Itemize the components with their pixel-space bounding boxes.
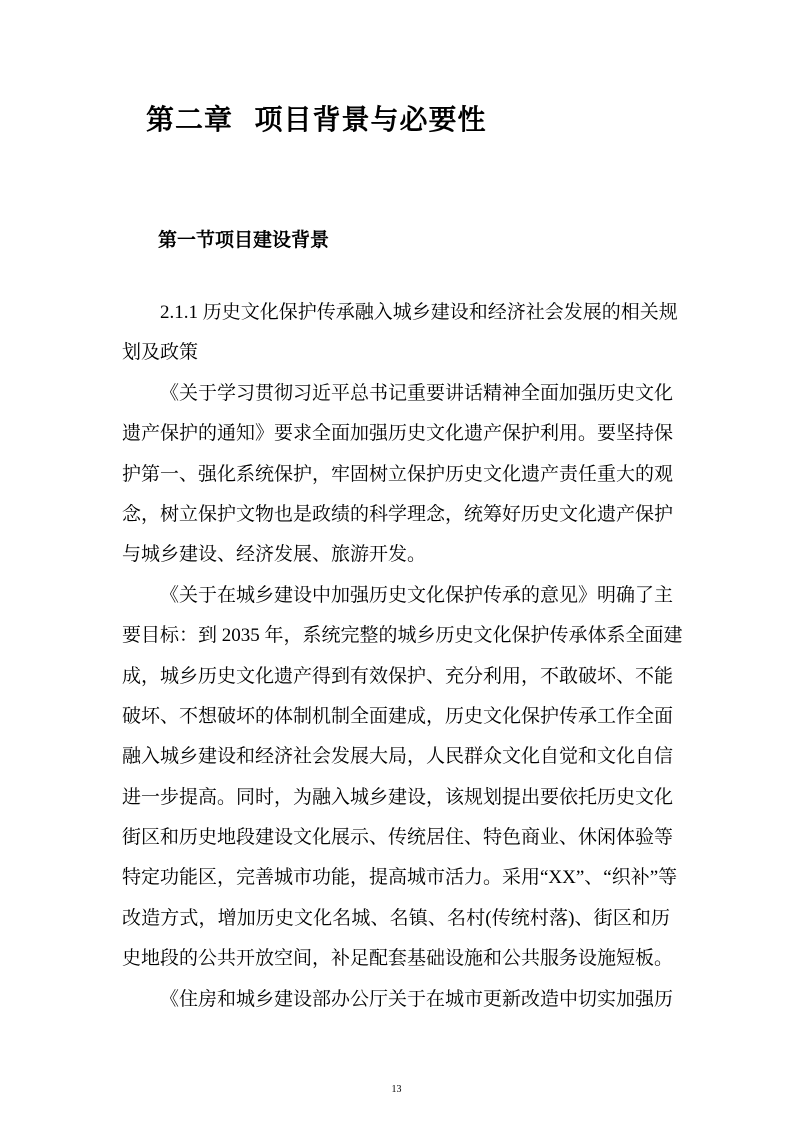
text-line: 街区和历史地段建设文化展示、传统居住、特色商业、休闲体验等 xyxy=(122,827,674,849)
text-line: 划及政策 xyxy=(122,342,199,364)
text-line: 《住房和城乡建设部办公厅关于在城市更新改造中切实加强历 xyxy=(160,988,674,1010)
chapter-title: 第二章 项目背景与必要性 xyxy=(146,103,487,136)
paragraph xyxy=(122,374,674,576)
section-title: 第一节项目建设背景 xyxy=(158,229,330,251)
text-line: 改造方式，增加历史文化名城、名镇、名村(传统村落)、街区和历 xyxy=(122,907,670,929)
paragraph xyxy=(122,576,683,980)
body-text xyxy=(122,293,683,1020)
text-line: 《关于学习贯彻习近平总书记重要讲话精神全面加强历史文化 xyxy=(160,382,674,404)
page-number: 13 xyxy=(391,1084,402,1095)
text-line: 进一步提高。同时，为融入城乡建设，该规划提出要依托历史文化 xyxy=(122,786,674,808)
text-line: 破坏、不想破坏的体制机制全面建成，历史文化保护传承工作全面 xyxy=(122,705,674,727)
text-line: 要目标：到 2035 年，系统完整的城乡历史文化保护传承体系全面建 xyxy=(122,625,683,647)
text-line: 护第一、强化系统保护，牢固树立保护历史文化遗产责任重大的观 xyxy=(122,463,674,485)
text-line: 融入城乡建设和经济社会发展大局，人民群众文化自觉和文化自信 xyxy=(122,746,674,768)
text-line: 与城乡建设、经济发展、旅游开发。 xyxy=(122,544,427,566)
text-line: 成，城乡历史文化遗产得到有效保护、充分利用，不敢破坏、不能 xyxy=(122,665,674,687)
paragraph xyxy=(122,980,674,1020)
text-line: 2.1.1 历史文化保护传承融入城乡建设和经济社会发展的相关规 xyxy=(160,302,678,323)
text-line: 史地段的公共开放空间，补足配套基础设施和公共服务设施短板。 xyxy=(122,948,674,970)
subheading-2-1-1 xyxy=(122,293,678,374)
text-line: 遗产保护的通知》要求全面加强历史文化遗产保护利用。要坚持保 xyxy=(122,423,674,445)
text-line: 《关于在城乡建设中加强历史文化保护传承的意见》明确了主 xyxy=(160,584,674,606)
text-line: 特定功能区，完善城市功能，提高城市活力。采用“XX”、“织补”等 xyxy=(122,867,678,889)
text-line: 念，树立保护文物也是政绩的科学理念，统筹好历史文化遗产保护 xyxy=(122,503,674,525)
